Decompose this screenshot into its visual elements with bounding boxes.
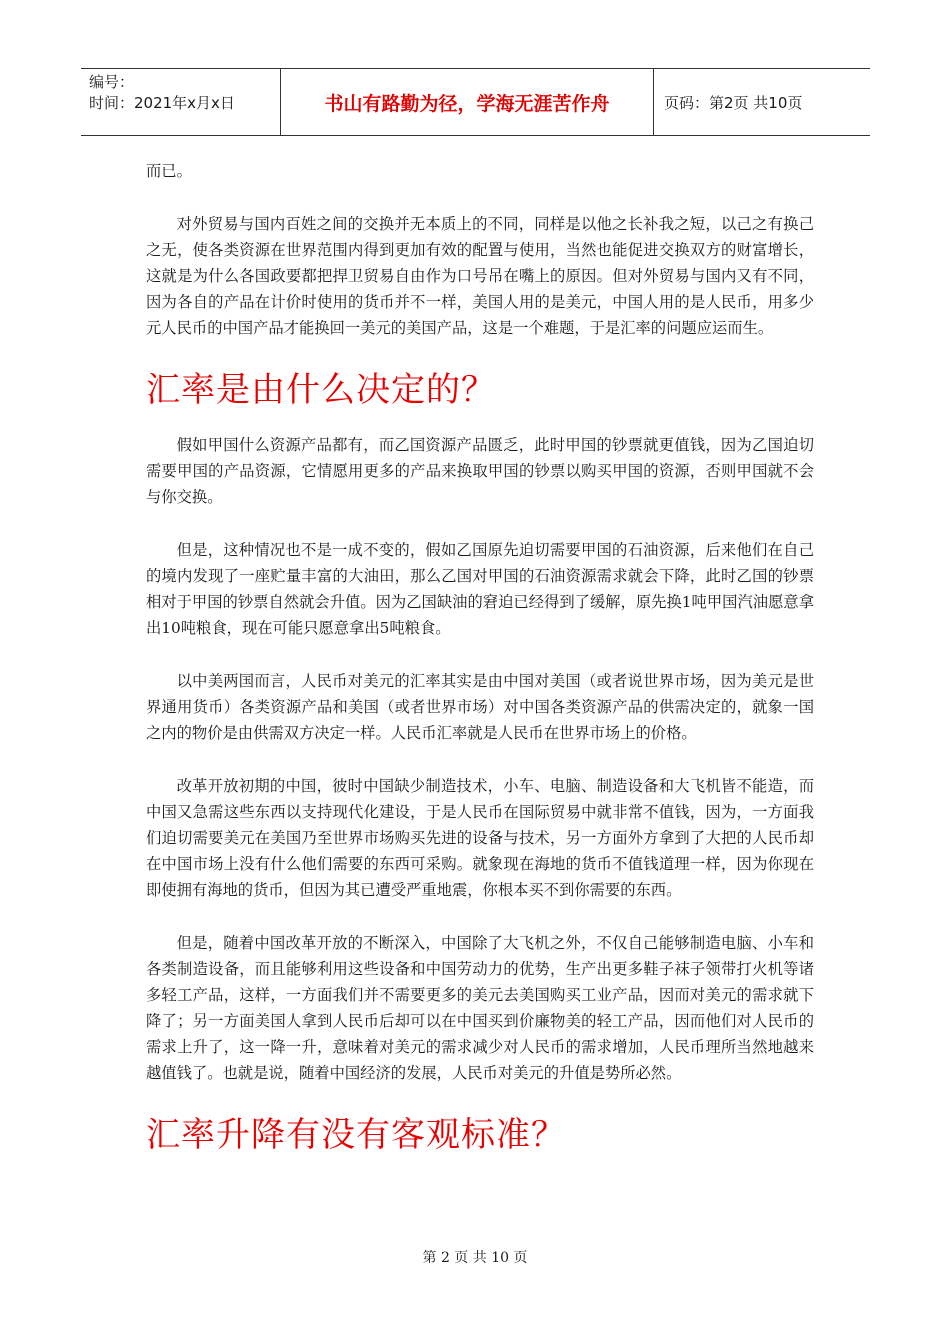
code-label: 编号： [89,73,135,91]
paragraph: 以中美两国而言，人民币对美元的汇率其实是由中国对美国（或者说世界市场，因为美元是世界通用货币）各类资源产品和美国（或者世界市场）对中国各类资源产品的供需决定的，就象一国之内的物价是由供需双方决定一样。人民币汇率就是人民币在世界市场上的价格。 [146,672,814,742]
paragraph: 但是，随着中国改革开放的不断深入，中国除了大飞机之外，不仅自己能够制造电脑、小车和各类制造设备，而且能够利用这些设备和中国劳动力的优势，生产出更多鞋子袜子领带打火机等诸多轻工产品，这样，一方面我们并不需要更多的美元去美国购买工业产品，因而对美元的需求就下降了；另一方面美国人拿到人民币后却可以在中国买到价廉物美的轻工产品，因而他们对人民币的需求上升了，这一降一升，意味着对美元的需求减少对人民币的需求增加，人民币理所当然地越来越值钱了。也就是说，随着中国经济的发展，人民币对美元的升值是势所必然。 [146,934,814,1082]
paragraph: 但是，这种情况也不是一成不变的，假如乙国原先迫切需要甲国的石油资源，后来他们在自己的境内发现了一座贮量丰富的大油田，那么乙国对甲国的石油资源需求就会下降，此时乙国的钞票相对于甲国的钞票自然就会升值。因为乙国缺油的窘迫已经得到了缓解，原先换1吨甲国汽油愿意拿出10吨粮食，现在可能只愿意拿出5吨粮食。 [146,541,814,637]
date-line: 时间：2021年x月x日 [89,94,235,112]
header-motto: 书山有路勤为径，学海无涯苦作舟 [281,69,654,135]
paragraph: 改革开放初期的中国，彼时中国缺少制造技术，小车、电脑、制造设备和大飞机皆不能造，而中国又急需这些东西以支持现代化建设，于是人民币在国际贸易中就非常不值钱，因为，一方面我们迫切需要美元在美国乃至世界市场购买先进的设备与技术，另一方面外方拿到了大把的人民币却在中国市场上没有什么他们需要的东西可采购。就象现在海地的货币不值钱道理一样，因为你现在即使拥有海地的货币，但因为其已遭受严重地震，你根本买不到你需要的东西。 [146,777,814,899]
header-page-info: 页码：第2页 共10页 [664,93,803,112]
section-heading: 汇率升降有没有客观标准？ [146,1115,566,1155]
document-body [146,158,814,1177]
paragraph: 对外贸易与国内百姓之间的交换并无本质上的不同，同样是以他之长补我之短，以己之有换己之无，使各类资源在世界范围内得到更加有效的配置与使用，当然也能促进交换双方的财富增长，这就是为什么各国政要都把捍卫贸易自由作为口号吊在嘴上的原因。但对外贸易与国内又有不同，因为各自的产品在计价时使用的货币并不一样，美国人用的是美元，中国人用的是人民币，用多少元人民币的中国产品才能换回一美元的美国产品，这是一个难题，于是汇率的问题应运而生。 [146,215,814,337]
header-meta-cell [81,69,281,135]
page-header [81,68,870,136]
paragraph: 假如甲国什么资源产品都有，而乙国资源产品匮乏，此时甲国的钞票就更值钱，因为乙国迫切需要甲国的产品资源，它情愿用更多的产品来换取甲国的钞票以购买甲国的资源，否则甲国就不会与你交换。 [146,436,814,506]
section-heading: 汇率是由什么决定的？ [146,370,496,410]
paragraph: 而已。 [146,162,192,180]
page-footer: 第 2 页 共 10 页 [422,1250,528,1266]
